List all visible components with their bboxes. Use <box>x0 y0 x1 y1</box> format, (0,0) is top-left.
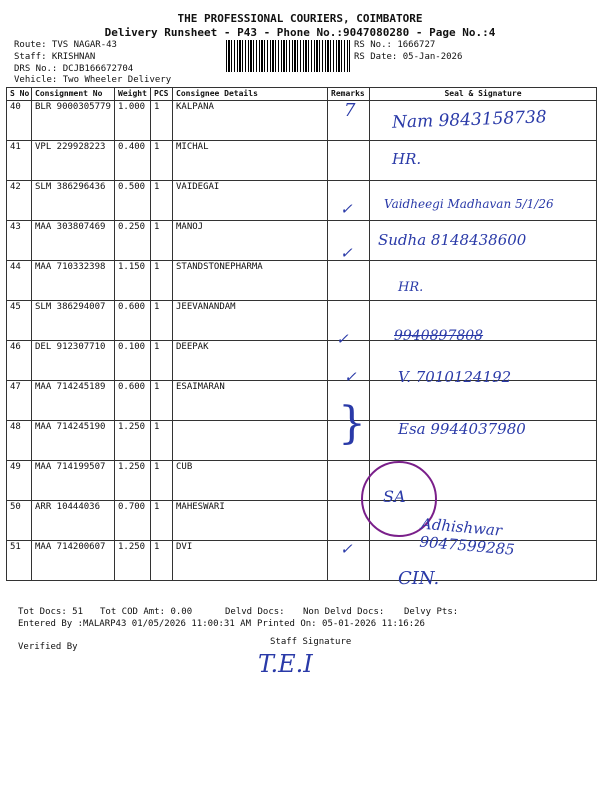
table-row <box>7 261 597 301</box>
total-cod-amount: Tot COD Amt: 0.00 <box>100 607 193 617</box>
cell-pcs: 1 <box>151 101 173 141</box>
total-docs: Tot Docs: 51 <box>18 607 84 617</box>
cell-consignee: CUB <box>173 461 328 501</box>
table-row <box>7 141 597 181</box>
cell-pcs: 1 <box>151 381 173 421</box>
cell-sno: 41 <box>7 141 32 181</box>
cell-remarks <box>328 141 370 181</box>
cell-pcs: 1 <box>151 301 173 341</box>
cell-remarks <box>328 261 370 301</box>
cell-sno: 45 <box>7 301 32 341</box>
signature-row-42: Vaidheegi Madhavan 5/1/26 <box>384 197 554 211</box>
cell-consignment: VPL 229928223 <box>32 141 115 181</box>
remark-mark-40: 7 <box>344 100 356 121</box>
signature-row-41: HR. <box>392 150 422 168</box>
cell-sno: 51 <box>7 541 32 581</box>
cell-sno: 47 <box>7 381 32 421</box>
remark-mark-42: ✓ <box>340 200 353 218</box>
company-title: THE PROFESSIONAL COURIERS, COIMBATORE <box>177 12 423 25</box>
remark-mark-46: ✓ <box>344 368 357 386</box>
cell-sno: 46 <box>7 341 32 381</box>
table-header-row <box>7 88 597 101</box>
cell-consignment: MAA 714200607 <box>32 541 115 581</box>
col-weight: Weight <box>115 88 151 101</box>
cell-pcs: 1 <box>151 461 173 501</box>
col-sno: S No <box>7 88 32 101</box>
cell-consignee: STANDSTONEPHARMA <box>173 261 328 301</box>
cell-consignee: MANOJ <box>173 221 328 261</box>
cell-sno: 50 <box>7 501 32 541</box>
signature-row-48: Esa 9944037980 <box>398 420 526 438</box>
table-row <box>7 301 597 341</box>
remark-mark-45: ✓ <box>336 330 349 348</box>
signature-row-51: CIN. <box>398 568 440 589</box>
signature-row-43: Sudha 8148438600 <box>378 231 527 249</box>
staff-signature-label: Staff Signature <box>270 637 352 647</box>
cell-pcs: 1 <box>151 501 173 541</box>
cell-pcs: 1 <box>151 181 173 221</box>
delivery-points: Delvy Pts: <box>404 607 459 617</box>
vehicle-label: Vehicle: Two Wheeler Delivery <box>14 75 172 85</box>
col-seal-signature: Seal & Signature <box>370 88 597 101</box>
cell-consignment: BLR 9000305779 <box>32 101 115 141</box>
stamp-initials: SA <box>383 487 406 506</box>
cell-pcs: 1 <box>151 261 173 301</box>
cell-consignment: SLM 386294007 <box>32 301 115 341</box>
cell-consignee: MICHAL <box>173 141 328 181</box>
staff-label: Staff: KRISHNAN <box>14 52 96 62</box>
signature-row-50: Adhishwar 9047599285 <box>418 514 516 559</box>
rs-date: RS Date: 05-Jan-2026 <box>354 52 463 62</box>
barcode <box>226 40 350 72</box>
cell-consignee: DEEPAK <box>173 341 328 381</box>
remark-mark-43: ✓ <box>340 244 353 262</box>
non-delivered-docs: Non Delvd Docs: <box>303 607 385 617</box>
col-remarks: Remarks <box>328 88 370 101</box>
printed-on: Printed On: 05-01-2026 11:16:26 <box>257 619 425 629</box>
cell-weight: 1.250 <box>115 421 151 461</box>
cell-consignment: ARR 10444036 <box>32 501 115 541</box>
cell-consignee: ESAIMARAN <box>173 381 328 421</box>
cell-sno: 42 <box>7 181 32 221</box>
cell-weight: 0.600 <box>115 381 151 421</box>
cell-pcs: 1 <box>151 341 173 381</box>
remark-brace-47-48: } <box>338 398 366 449</box>
cell-pcs: 1 <box>151 221 173 261</box>
cell-weight: 0.500 <box>115 181 151 221</box>
cell-weight: 1.250 <box>115 461 151 501</box>
cell-sno: 49 <box>7 461 32 501</box>
cell-pcs: 1 <box>151 421 173 461</box>
cell-weight: 0.400 <box>115 141 151 181</box>
cell-weight: 1.250 <box>115 541 151 581</box>
cell-sno: 40 <box>7 101 32 141</box>
delivered-docs: Delvd Docs: <box>225 607 285 617</box>
cell-sno: 43 <box>7 221 32 261</box>
staff-signature: T.E.I <box>258 650 313 678</box>
runsheet-title: Delivery Runsheet - P43 - Phone No.:9047080280 - Page No.:4 <box>104 26 496 39</box>
rs-number: RS No.: 1666727 <box>354 40 436 50</box>
cell-consignee: JEEVANANDAM <box>173 301 328 341</box>
cell-sno: 48 <box>7 421 32 461</box>
cell-consignee <box>173 421 328 461</box>
cell-consignee: VAIDEGAI <box>173 181 328 221</box>
table-row <box>7 461 597 501</box>
col-consignee: Consignee Details <box>173 88 328 101</box>
drs-number: DRS No.: DCJB166672704 <box>14 64 134 74</box>
cell-seal-signature <box>370 381 597 421</box>
cell-consignment: MAA 714199507 <box>32 461 115 501</box>
cell-weight: 1.000 <box>115 101 151 141</box>
cell-consignee: DVI <box>173 541 328 581</box>
cell-weight: 0.100 <box>115 341 151 381</box>
cell-consignment: MAA 714245189 <box>32 381 115 421</box>
cell-pcs: 1 <box>151 141 173 181</box>
signature-row-44: HR. <box>398 280 424 295</box>
cell-consignment: MAA 303807469 <box>32 221 115 261</box>
signature-row-46: V. 7010124192 <box>398 368 512 386</box>
signature-row-40: Nam 9843158738 <box>391 107 548 133</box>
signature-row-45: 9940897808 <box>394 328 484 344</box>
table-row <box>7 381 597 421</box>
cell-pcs: 1 <box>151 541 173 581</box>
cell-weight: 0.250 <box>115 221 151 261</box>
cell-consignment: MAA 710332398 <box>32 261 115 301</box>
runsheet-table <box>6 87 597 581</box>
cell-consignee: KALPANA <box>173 101 328 141</box>
cell-weight: 0.700 <box>115 501 151 541</box>
cell-consignment: MAA 714245190 <box>32 421 115 461</box>
entered-by: Entered By :MALARP43 01/05/2026 11:00:31 AM <box>18 619 251 629</box>
col-consignment: Consignment No <box>32 88 115 101</box>
cell-weight: 0.600 <box>115 301 151 341</box>
cell-consignment: SLM 386296436 <box>32 181 115 221</box>
remark-mark-50: ✓ <box>340 540 353 558</box>
cell-consignment: DEL 912307710 <box>32 341 115 381</box>
cell-sno: 44 <box>7 261 32 301</box>
col-pcs: PCS <box>151 88 173 101</box>
cell-consignee: MAHESWARI <box>173 501 328 541</box>
cell-weight: 1.150 <box>115 261 151 301</box>
verified-by-label: Verified By <box>18 642 78 652</box>
route-label: Route: TVS NAGAR-43 <box>14 40 117 50</box>
